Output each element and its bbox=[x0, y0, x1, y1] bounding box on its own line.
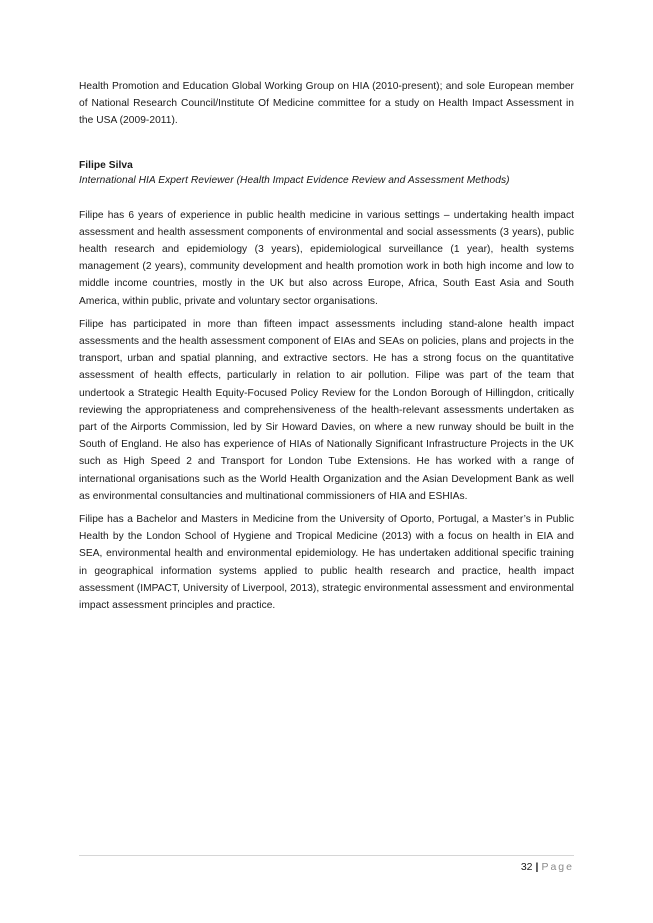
bio-paragraph-education: Filipe has a Bachelor and Masters in Medicine from the University of Oporto, Portugal, a Master’s in Public Health by the London School of Hygiene and Tropical Medicine (2013) with a focus on health in EIA and SEA, environmental health and environmental epidemiology. He has undertaken additional specific training in geographical information systems applied to public health research and practice, health impact assessment (IMPACT, University of Liverpool, 2013), strategic environmental assessment and environmental impact assessment principles and practice. bbox=[79, 514, 574, 612]
bio-paragraph-experience: Filipe has 6 years of experience in public health medicine in various settings – undertaking health impact assessment and health assessment components of environmental and social assessments (3 years), public health research and epidemiology (3 years), epidemiological surveillance (1 year), health systems management (2 years), community development and health promotion work in both high income and low to middle income countries, mostly in the UK but also across Europe, Africa, South East Asia and South America, within public, private and voluntary sector organisations. bbox=[79, 209, 574, 307]
bio-paragraph-assessments: Filipe has participated in more than fifteen impact assessments including stand-alone health impact assessments and the health assessment component of EIAs and SEAs on policies, plans and projects in the transport, urban and spatial planning, and extractive sectors. He has a strong focus on the quantitative assessment of health effects, particularly in relation to air pollution. Filipe was part of the team that undertook a Strategic Health Equity-Focused Policy Review for the London Borough of Hillingdon, critically reviewing the appropriateness and comprehensiveness of the health-relevant assessments undertaken as part of the Airports Commission, led by Sir Howard Davies, on where a new runway should be built in the South of England. He also has experience of HIAs of Nationally Significant Infrastructure Projects in the UK such as High Speed 2 and Transport for London Tube Extensions. He has worked with a range of international organisations such as the World Health Organization and the Asian Development Bank as well as environmental consultancies and multinational commissioners of HIA and ESHIAs. bbox=[79, 318, 574, 502]
document-body bbox=[79, 78, 574, 620]
page-label: Page bbox=[541, 861, 574, 873]
footer-separator: | bbox=[535, 861, 539, 873]
page-number: 32 bbox=[520, 861, 533, 873]
intro-paragraph: Health Promotion and Education Global Working Group on HIA (2010-present); and sole European member of National Research Council/Institute Of Medicine committee for a study on Health Impact Assessment in the USA (2009-2011). bbox=[79, 81, 574, 127]
person-role: International HIA Expert Reviewer (Health Impact Evidence Review and Assessment Methods) bbox=[79, 174, 510, 186]
person-name: Filipe Silva bbox=[79, 159, 133, 171]
page-footer bbox=[79, 855, 574, 873]
bio-section bbox=[79, 158, 574, 615]
